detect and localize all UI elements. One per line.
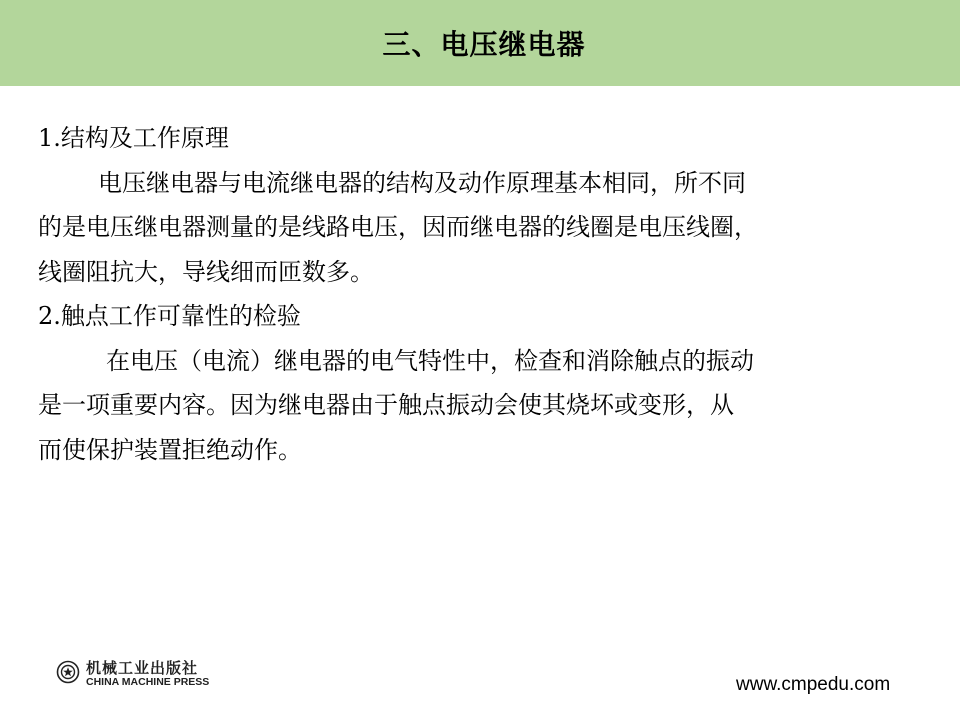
- slide-title: 三、电压继电器: [382, 28, 586, 61]
- section-heading-structure: 1.结构及工作原理: [38, 124, 229, 152]
- paragraph-line: 而使保护装置拒绝动作。: [38, 435, 302, 464]
- publisher-logo: [56, 658, 216, 692]
- paragraph-line: 的是电压继电器测量的是线路电压，因而继电器的线圈是电压线圈，: [38, 213, 758, 241]
- section-heading-contact-test: 2.触点工作可靠性的检验: [38, 302, 301, 330]
- publisher-url: www.cmpedu.com: [736, 674, 891, 695]
- paragraph-line: 线圈阻抗大，导线细而匝数多。: [38, 257, 374, 286]
- publisher-gear-icon: [56, 660, 80, 684]
- paragraph-line: 电压继电器与电流继电器的结构及动作原理基本相同，所不同: [98, 168, 746, 197]
- publisher-name-en: CHINA MACHINE PRESS: [86, 676, 210, 688]
- publisher-name-cn: 机械工业出版社: [86, 659, 199, 677]
- paragraph-line: 是一项重要内容。因为继电器由于触点振动会使其烧坏或变形，从: [38, 391, 734, 419]
- paragraph-line: 在电压（电流）继电器的电气特性中，检查和消除触点的振动: [106, 346, 754, 375]
- title-bar: [0, 0, 960, 86]
- slide-body: [38, 116, 918, 472]
